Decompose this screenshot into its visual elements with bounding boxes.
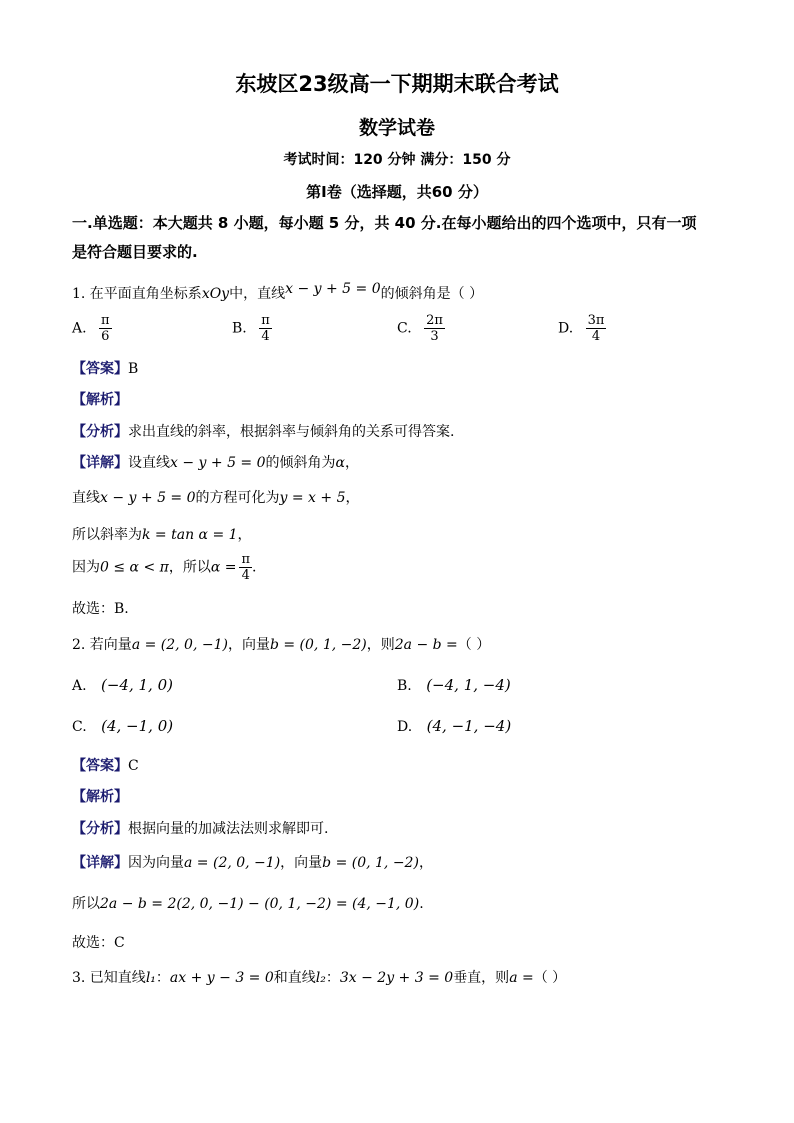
- section-heading-line1: 一.单选题：本大题共 8 小题，每小题 5 分，共 40 分.在每小题给出的四个选项中，只有一项: [72, 214, 697, 232]
- q1-option-c: [397, 313, 445, 344]
- text: 2. 若向量: [72, 637, 132, 653]
- q2-fenxi: [72, 818, 328, 838]
- expression: 2a − b =: [394, 637, 458, 653]
- option-label: B.: [397, 678, 412, 694]
- text: ，向量: [227, 637, 270, 653]
- q1-detail-3: [72, 524, 252, 544]
- option-label: B.: [232, 320, 247, 337]
- variable: α: [335, 455, 345, 471]
- fenxi-tag: 【分析】: [72, 424, 128, 440]
- q3-stem: [72, 967, 566, 987]
- q1-option-d-fraction: [586, 313, 607, 344]
- option-value: (4, −1, −4): [426, 717, 512, 735]
- q1-stem: [72, 283, 483, 303]
- equation: 2a − b = 2(2, 0, −1) − (0, 1, −2) = (4, −1, 0): [100, 896, 420, 912]
- vector-b: b = (0, 1, −2): [322, 855, 419, 871]
- vector-a: a = (2, 0, −1): [184, 855, 281, 871]
- q1-option-a-fraction: [99, 313, 112, 344]
- fenxi-tag: 【分析】: [72, 821, 128, 837]
- answer-tag: 【答案】: [72, 758, 128, 774]
- denominator: 6: [101, 329, 110, 344]
- section-heading-line2: 是符合题目要求的.: [72, 243, 198, 261]
- text: ：: [155, 970, 170, 986]
- q1-option-d: [558, 313, 606, 344]
- text: 因为向量: [128, 855, 184, 871]
- text: 3. 已知直线: [72, 970, 146, 986]
- q2-option-d: [397, 717, 511, 735]
- jiexi-tag: 【解析】: [72, 392, 128, 408]
- line-l2: l₂: [315, 970, 326, 986]
- q1-stem-post: 的倾斜角是（ ）: [380, 286, 484, 302]
- text: ，: [237, 527, 252, 543]
- q1-jiexi: [72, 389, 128, 409]
- fenxi-text: 求出直线的斜率，根据斜率与倾斜角的关系可得答案.: [128, 424, 455, 440]
- fraction: [239, 552, 252, 583]
- q1-choose: 故选：B.: [72, 601, 129, 617]
- text: 的倾斜角为: [265, 455, 336, 471]
- q1-detail-4: [72, 552, 256, 583]
- option-label: D.: [397, 719, 413, 735]
- exam-info: 考试时间：120 分钟 满分：150 分: [283, 152, 511, 168]
- equation: 0 ≤ α < π: [100, 559, 169, 576]
- equation: k = tan α = 1: [142, 527, 238, 543]
- q1-option-b: [232, 313, 272, 344]
- text: ，: [418, 855, 433, 871]
- option-value: (−4, 1, −4): [426, 676, 511, 694]
- q1-fenxi: [72, 421, 454, 441]
- exam-title: 东坡区23级高一下期期末联合考试: [235, 72, 559, 96]
- text: ，: [345, 490, 360, 506]
- text: ，: [344, 455, 359, 471]
- denominator: 4: [591, 329, 601, 344]
- equation: ax + y − 3 = 0: [169, 970, 274, 986]
- numerator: 2π: [426, 313, 443, 328]
- denominator: 4: [261, 329, 270, 344]
- text: 垂直，则: [453, 970, 510, 986]
- q1-option-b-fraction: [259, 313, 272, 344]
- numerator: π: [101, 313, 110, 328]
- text: 直线: [72, 490, 100, 506]
- variable: a =: [509, 970, 534, 986]
- option-label: C.: [397, 320, 412, 337]
- q1-xoy: xOy: [201, 286, 230, 302]
- text: 因为: [72, 559, 100, 576]
- numerator: π: [261, 313, 270, 328]
- q1-equation: x − y + 5 = 0: [285, 281, 381, 297]
- option-value: (−4, 1, 0): [101, 676, 173, 694]
- vector-a: a = (2, 0, −1): [131, 637, 228, 653]
- text: 所以: [72, 896, 100, 912]
- text: ，所以: [168, 559, 211, 576]
- q1-option-a: [72, 313, 112, 344]
- option-value: (4, −1, 0): [101, 717, 174, 735]
- xiangjie-tag: 【详解】: [72, 455, 128, 471]
- equation: x − y + 5 = 0: [100, 490, 196, 506]
- subject-title: 数学试卷: [358, 117, 435, 139]
- q2-detail-2: [72, 893, 424, 913]
- text: 设直线: [128, 455, 170, 471]
- equation: α =: [210, 559, 237, 576]
- denominator: 4: [241, 568, 250, 583]
- option-label: A.: [72, 678, 87, 694]
- q1-option-c-fraction: [424, 313, 445, 344]
- text: .: [252, 559, 257, 576]
- part-title: 第Ⅰ卷（选择题，共60 分）: [306, 183, 488, 201]
- q1-stem-mid: 中，直线: [229, 286, 286, 302]
- line-l1: l₁: [145, 970, 156, 986]
- answer-value: B: [128, 361, 139, 377]
- q2-jiexi: [72, 786, 128, 806]
- answer-value: C: [128, 758, 139, 774]
- q1-detail-2: [72, 487, 360, 507]
- answer-tag: 【答案】: [72, 361, 128, 377]
- option-label: A.: [72, 320, 87, 337]
- option-label: D.: [558, 320, 574, 337]
- q2-stem: [72, 634, 490, 654]
- fenxi-text: 根据向量的加减法法则求解即可.: [128, 821, 329, 837]
- option-label: C.: [72, 719, 87, 735]
- q2-option-c: [72, 717, 173, 735]
- numerator: 3π: [587, 313, 605, 328]
- text: 和直线: [273, 970, 316, 986]
- text: ，向量: [280, 855, 323, 871]
- text: ，则: [366, 637, 395, 653]
- text: ：: [325, 970, 340, 986]
- vector-b: b = (0, 1, −2): [269, 637, 367, 653]
- numerator: π: [241, 552, 251, 567]
- q2-option-b: [397, 676, 511, 694]
- equation: 3x − 2y + 3 = 0: [339, 970, 454, 986]
- text: 的方程可化为: [195, 490, 280, 506]
- q2-choose: 故选：C: [72, 935, 125, 951]
- q2-detail-1: [72, 852, 433, 872]
- denominator: 3: [430, 329, 439, 344]
- q1-answer: [72, 358, 138, 378]
- equation: y = x + 5: [279, 490, 346, 506]
- q2-answer: [72, 755, 139, 775]
- text: .: [419, 896, 424, 912]
- equation: x − y + 5 = 0: [170, 455, 266, 471]
- q1-detail-1: [72, 452, 359, 472]
- q1-stem-text: 1. 在平面直角坐标系: [72, 286, 202, 302]
- jiexi-tag: 【解析】: [72, 789, 128, 805]
- q2-option-a: [72, 676, 173, 694]
- text: （ ）: [457, 637, 491, 653]
- xiangjie-tag: 【详解】: [72, 855, 128, 871]
- text: （ ）: [533, 970, 567, 986]
- text: 所以斜率为: [72, 527, 142, 543]
